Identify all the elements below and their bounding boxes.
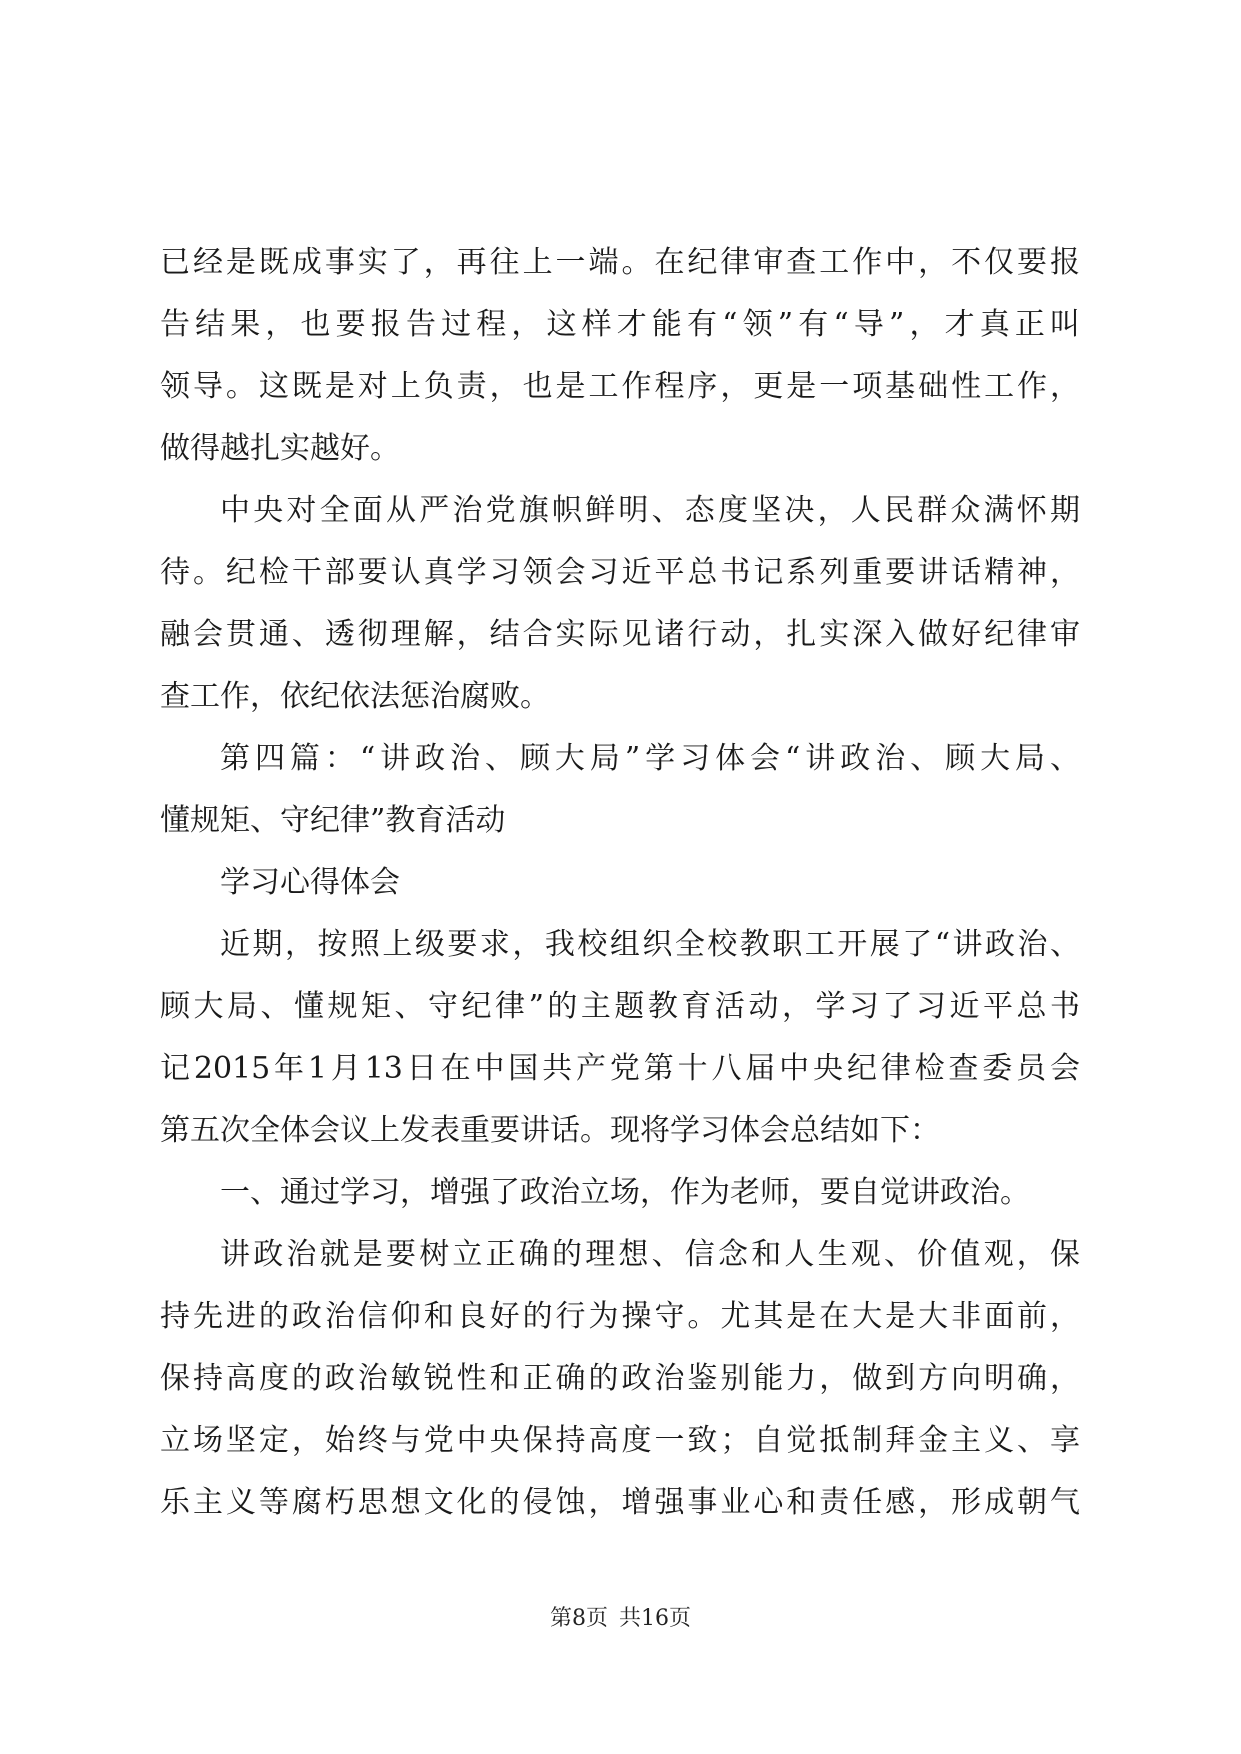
text-line-18: 持先进的政治信仰和良好的行为操守。尤其是在大是大非面前， xyxy=(160,1299,1080,1334)
page-footer xyxy=(0,1604,1241,1634)
text-line-21: 乐主义等腐朽思想文化的侵蚀，增强事业心和责任感，形成朝气 xyxy=(160,1485,1080,1520)
text-line-17: 讲政治就是要树立正确的理想、信念和人生观、价值观，保 xyxy=(220,1237,1080,1272)
text-line-14: 记2015年1月13日在中国共产党第十八届中央纪律检查委员会 xyxy=(160,1051,1080,1086)
text-line-1: 已经是既成事实了，再往上一端。在纪律审查工作中，不仅要报 xyxy=(160,245,1080,280)
text-line-16: 一、通过学习，增强了政治立场，作为老师，要自觉讲政治。 xyxy=(220,1175,1030,1210)
text-line-9: 第四篇：“讲政治、顾大局”学习体会“讲政治、顾大局、 xyxy=(220,741,1080,776)
text-line-11: 学习心得体会 xyxy=(220,865,400,900)
text-line-6: 待。纪检干部要认真学习领会习近平总书记系列重要讲话精神， xyxy=(160,555,1080,590)
text-line-2: 告结果，也要报告过程，这样才能有“领”有“导”，才真正叫 xyxy=(160,307,1080,342)
text-line-19: 保持高度的政治敏锐性和正确的政治鉴别能力，做到方向明确， xyxy=(160,1361,1080,1396)
document-body xyxy=(160,232,1080,1534)
text-line-10: 懂规矩、守纪律”教育活动 xyxy=(160,803,506,838)
text-line-4: 做得越扎实越好。 xyxy=(160,431,400,466)
text-line-12: 近期，按照上级要求，我校组织全校教职工开展了“讲政治、 xyxy=(220,927,1080,962)
text-line-7: 融会贯通、透彻理解，结合实际见诸行动，扎实深入做好纪律审 xyxy=(160,617,1080,652)
page-number: 第8页 xyxy=(550,1606,608,1631)
text-line-5: 中央对全面从严治党旗帜鲜明、态度坚决，人民群众满怀期 xyxy=(220,493,1080,528)
text-line-20: 立场坚定，始终与党中央保持高度一致；自觉抵制拜金主义、享 xyxy=(160,1423,1080,1458)
text-line-8: 查工作，依纪依法惩治腐败。 xyxy=(160,679,550,714)
text-line-15: 第五次全体会议上发表重要讲话。现将学习体会总结如下： xyxy=(160,1113,940,1148)
text-line-3: 领导。这既是对上负责，也是工作程序，更是一项基础性工作， xyxy=(160,369,1080,404)
page-total: 共16页 xyxy=(619,1606,691,1631)
text-line-13: 顾大局、懂规矩、守纪律”的主题教育活动，学习了习近平总书 xyxy=(160,989,1080,1024)
